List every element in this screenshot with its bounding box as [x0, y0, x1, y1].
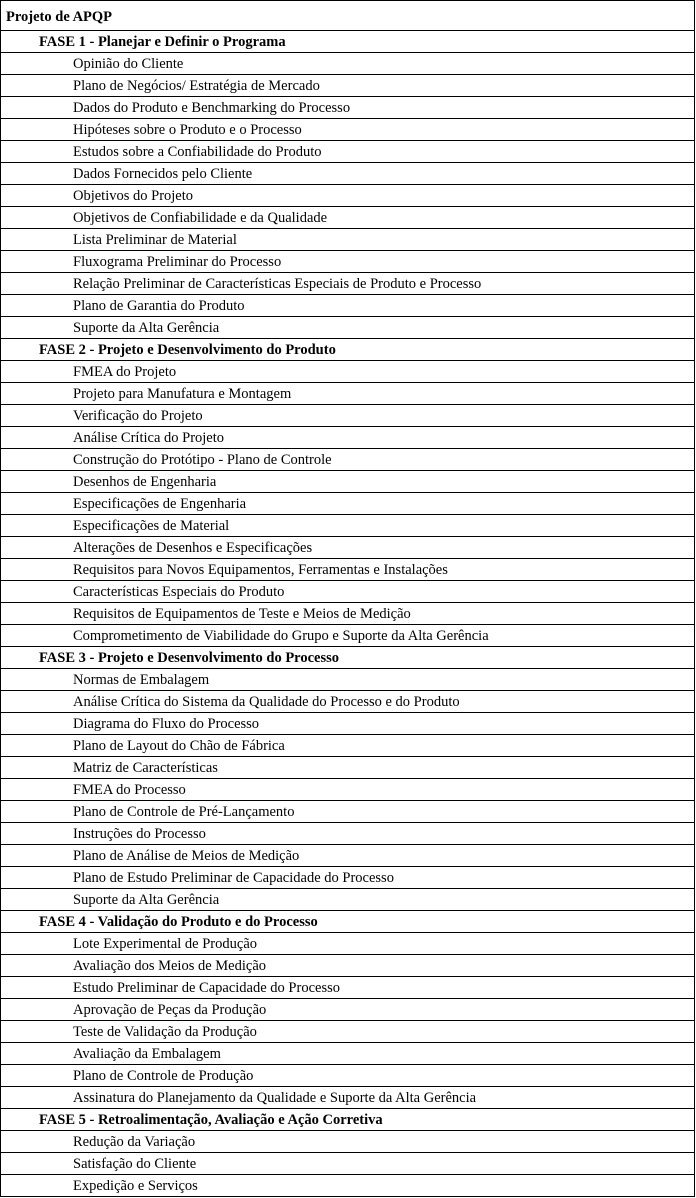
item-label: Características Especiais do Produto	[73, 584, 285, 600]
table-row	[1, 427, 694, 449]
item-label: Assinatura do Planejamento da Qualidade e Suporte da Alta Gerência	[73, 1090, 477, 1106]
phase-header-1	[1, 31, 694, 53]
table-row	[1, 867, 694, 889]
table-row	[1, 933, 694, 955]
table-row	[1, 779, 694, 801]
table-row	[1, 53, 694, 75]
item-label: Plano de Garantia do Produto	[73, 298, 245, 314]
table-row	[1, 845, 694, 867]
item-label: Expedição e Serviços	[73, 1178, 198, 1194]
item-label: Dados Fornecidos pelo Cliente	[73, 166, 253, 182]
item-label: Alterações de Desenhos e Especificações	[73, 540, 313, 556]
table-row	[1, 955, 694, 977]
item-label: Avaliação dos Meios de Medição	[73, 958, 267, 974]
table-row	[1, 295, 694, 317]
table-row	[1, 119, 694, 141]
table-row	[1, 691, 694, 713]
item-label: Hipóteses sobre o Produto e o Processo	[73, 122, 302, 138]
table-row	[1, 515, 694, 537]
item-label: Plano de Análise de Meios de Medição	[73, 848, 300, 864]
item-label: Estudos sobre a Confiabilidade do Produto	[73, 144, 322, 160]
table-row	[1, 1131, 694, 1153]
table-row	[1, 317, 694, 339]
item-label: Desenhos de Engenharia	[73, 474, 217, 490]
table-row	[1, 581, 694, 603]
item-label: Teste de Validação da Produção	[73, 1024, 257, 1040]
table-row	[1, 405, 694, 427]
phase-label: FASE 4 - Validação do Produto e do Processo	[39, 914, 318, 930]
table-row	[1, 185, 694, 207]
table-row	[1, 273, 694, 295]
item-label: Plano de Controle de Pré-Lançamento	[73, 804, 295, 820]
item-label: Plano de Negócios/ Estratégia de Mercado	[73, 78, 320, 94]
table-row	[1, 977, 694, 999]
item-label: Objetivos de Confiabilidade e da Qualidade	[73, 210, 328, 226]
item-label: Comprometimento de Viabilidade do Grupo e Suporte da Alta Gerência	[73, 628, 489, 644]
table-row	[1, 471, 694, 493]
table-row	[1, 229, 694, 251]
table-row	[1, 141, 694, 163]
phase-header-5	[1, 1109, 694, 1131]
item-label: Satisfação do Cliente	[73, 1156, 197, 1172]
phase-header-4	[1, 911, 694, 933]
item-label: Especificações de Engenharia	[73, 496, 247, 512]
table-row	[1, 251, 694, 273]
table-row	[1, 559, 694, 581]
table-row	[1, 889, 694, 911]
table-row	[1, 449, 694, 471]
phase-label: FASE 1 - Planejar e Definir o Programa	[39, 34, 286, 50]
item-label: Redução da Variação	[73, 1134, 196, 1150]
table-title: Projeto de APQP	[6, 9, 113, 25]
item-label: Análise Crítica do Projeto	[73, 430, 225, 446]
item-label: Lote Experimental de Produção	[73, 936, 258, 952]
table-row	[1, 163, 694, 185]
item-label: Objetivos do Projeto	[73, 188, 194, 204]
item-label: Fluxograma Preliminar do Processo	[73, 254, 282, 270]
table-row	[1, 735, 694, 757]
table-row	[1, 1175, 694, 1197]
phase-header-2	[1, 339, 694, 361]
table-row	[1, 669, 694, 691]
table-row	[1, 383, 694, 405]
item-label: Suporte da Alta Gerência	[73, 892, 220, 908]
phase-label: FASE 3 - Projeto e Desenvolvimento do Processo	[39, 650, 340, 666]
item-label: Plano de Layout do Chão de Fábrica	[73, 738, 285, 754]
table-title-row	[1, 1, 694, 31]
table-row	[1, 1021, 694, 1043]
item-label: Plano de Estudo Preliminar de Capacidade do Processo	[73, 870, 394, 886]
item-label: FMEA do Processo	[73, 782, 186, 798]
table-row	[1, 757, 694, 779]
table-row	[1, 1087, 694, 1109]
phase-header-3	[1, 647, 694, 669]
item-label: Opinião do Cliente	[73, 56, 184, 72]
table-row	[1, 207, 694, 229]
table-row	[1, 1043, 694, 1065]
item-label: Avaliação da Embalagem	[73, 1046, 221, 1062]
item-label: Relação Preliminar de Características Especiais de Produto e Processo	[73, 276, 482, 292]
table-row	[1, 1065, 694, 1087]
item-label: Estudo Preliminar de Capacidade do Processo	[73, 980, 340, 996]
item-label: Verificação do Projeto	[73, 408, 203, 424]
item-label: Normas de Embalagem	[73, 672, 210, 688]
table-row	[1, 625, 694, 647]
item-label: Lista Preliminar de Material	[73, 232, 237, 248]
item-label: Plano de Controle de Produção	[73, 1068, 254, 1084]
table-row	[1, 537, 694, 559]
item-label: FMEA do Projeto	[73, 364, 177, 380]
table-row	[1, 823, 694, 845]
table-row	[1, 801, 694, 823]
table-row	[1, 75, 694, 97]
item-label: Requisitos para Novos Equipamentos, Ferramentas e Instalações	[73, 562, 448, 578]
table-row	[1, 713, 694, 735]
phase-label: FASE 2 - Projeto e Desenvolvimento do Produto	[39, 342, 336, 358]
item-label: Dados do Produto e Benchmarking do Processo	[73, 100, 351, 116]
phase-list	[1, 31, 694, 1197]
table-row	[1, 603, 694, 625]
item-label: Construção do Protótipo - Plano de Controle	[73, 452, 332, 468]
table-row	[1, 999, 694, 1021]
table-row	[1, 97, 694, 119]
item-label: Suporte da Alta Gerência	[73, 320, 220, 336]
table-row	[1, 493, 694, 515]
item-label: Análise Crítica do Sistema da Qualidade do Processo e do Produto	[73, 694, 460, 710]
phase-label: FASE 5 - Retroalimentação, Avaliação e Ação Corretiva	[39, 1112, 383, 1128]
item-label: Projeto para Manufatura e Montagem	[73, 386, 292, 402]
item-label: Requisitos de Equipamentos de Teste e Meios de Medição	[73, 606, 411, 622]
item-label: Aprovação de Peças da Produção	[73, 1002, 267, 1018]
table-row	[1, 1153, 694, 1175]
item-label: Instruções do Processo	[73, 826, 206, 842]
item-label: Diagrama do Fluxo do Processo	[73, 716, 260, 732]
item-label: Matriz de Características	[73, 760, 218, 776]
item-label: Especificações de Material	[73, 518, 230, 534]
table-row	[1, 361, 694, 383]
